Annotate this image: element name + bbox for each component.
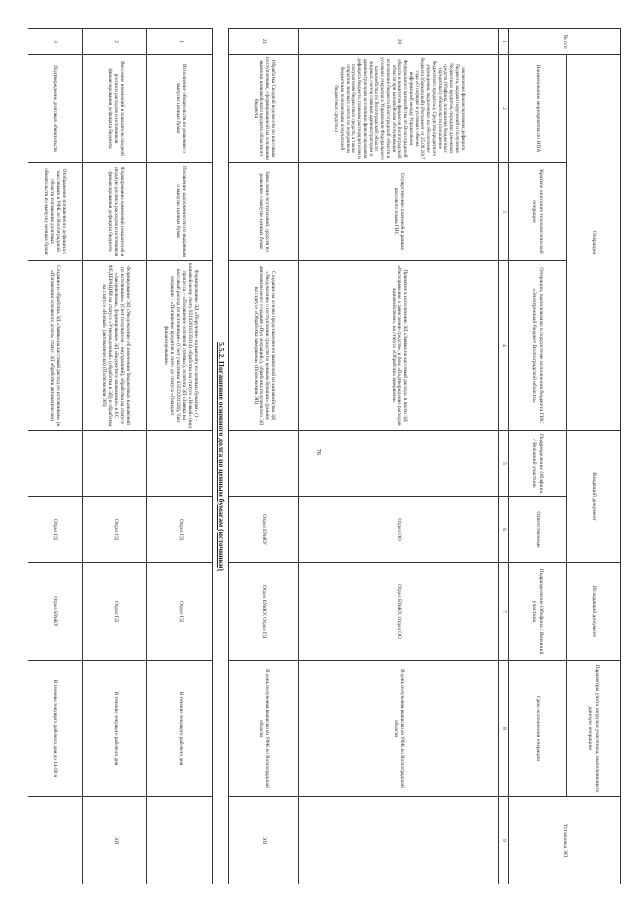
row-setup bbox=[147, 797, 213, 884]
row-desc: Отображение погашенного дефицита с кассовыми в УФК по Волгоградской области погашения долговых обязательств по выпуску ценных бумаг bbox=[28, 163, 83, 261]
table-row bbox=[28, 29, 83, 885]
row-ops: Принятие к исполнению ЭД «Заявка на кассовый расход» в части ЭД «Распоряжение о зачислении средств», в базе «Подтверждение расходов казначейством», на статусе «Обработка завершена» bbox=[299, 261, 499, 431]
row-num: 1 bbox=[147, 29, 213, 55]
document-page bbox=[28, 28, 621, 884]
header-in-resp: Ответственные bbox=[509, 497, 567, 563]
row-setup bbox=[28, 797, 83, 884]
row-ops: Создание на основе представленного выпиской из казначейства ЭД «Уведомление о поступлении средств по ценным бумагам» (режим автоматического создания «Пул операций»), обработка полученного ЭД на статусе «Обработка завершена» (Полномочия ЭП) bbox=[229, 261, 299, 431]
row-out-div: Отдел БУиКУ, Отдел ГД bbox=[229, 563, 299, 661]
header-row-1 bbox=[567, 29, 621, 885]
row-deadline: В день получения выписки из УФК по Волгоградской области bbox=[229, 661, 299, 797]
row-deadline: В течение текущего рабочего дня до 14-00 ч bbox=[28, 661, 83, 797]
row-ops: Формирование ЭД «Поручение на выплату по ценным бумагам» (1 – казначейскому счету 02102810335014) обработка на статусе «Новый» (вид процесса – «Погашение основной суммы»), полнота ЭД «Заявка на кассовый расход по источникам» (Счет участника 03222201326), Тип операции – «Погашение кредитов в счет» до статуса «Ожидает финансирования» bbox=[147, 261, 213, 431]
header-deadline: Срок исполнения операции bbox=[509, 661, 567, 797]
row-in-resp: Отдел БУиКУ bbox=[229, 497, 299, 563]
row-name: заключения финансирования дефицита бюджета, выдачи поручений и получения бюджетных кредитов, передачи денежных средств Облфина, погашения бюджетных (кредитных) обязательств (погашение бюджетного кредита»); Средства кредитного учреждения, выделенные на обеспечение бюджета (банковский) (Регламент от 25.09.2017 года «О порядке и условиях обмена информацией между Управлением Федерального казначейства по Волгоградской области и комитетом финансов Волгоградской области при казначейском обслуживании исполнения бюджета Волгоградской области в условиях открытия в Управлении Федерального казначейства по Волгоградской области лицевых счетов главным администраторам и администраторам источников финансирования дефицита бюджета, главным распорядителям и получателям бюджетных средств, а также открытия лицевых счетов по переданным бюджетным полномочиям получателей бюджетных средств») bbox=[299, 55, 499, 163]
header-input-doc: Входящий документ bbox=[567, 431, 621, 563]
header-out-div: Подразделение Облфина / Внешний участник bbox=[509, 563, 567, 661]
table-row bbox=[83, 29, 147, 885]
row-desc: Формирование изменений показателей в сводную роспись расходов и источников финансирования дефицита бюджета bbox=[83, 163, 147, 261]
column-numbers-row bbox=[499, 29, 509, 885]
rotated-table-wrapper bbox=[28, 28, 621, 884]
col-number: 8 bbox=[499, 661, 509, 797]
table-row bbox=[229, 29, 299, 885]
row-desc: Погашение задолженности по выданным о выпуске ценных бумаг bbox=[147, 163, 213, 261]
row-ops: Формирование ЭД «Уведомление об изменении бюджетных назначений по источникам» (Счет получателя – внутренний), обработка на статусе «Завершенная», формирование ЭД «Бюджетное назначение» в ЕС ФЕДЕРАЦИИ на статусе «Утвержденный» (обработка в ЭД) и обработка на статусе «Новый» (автоматически) (Полномочия ЭП) bbox=[83, 261, 147, 431]
header-params: Параметры учета загрузки участника, выполняющего данную операцию bbox=[567, 661, 621, 797]
col-number: 6 bbox=[499, 497, 509, 563]
row-desc: Осуществление платежей в рамках кассового плана ГИС bbox=[299, 163, 499, 261]
row-num: 2 bbox=[83, 29, 147, 55]
row-in-resp: Отдел ОО bbox=[299, 497, 499, 563]
row-deadline: В день получения выписки из УФК по Волгоградской области bbox=[299, 661, 499, 797]
table-row bbox=[299, 29, 499, 885]
header-in-div: Подразделение Облфина / Внешний участник bbox=[509, 431, 567, 497]
row-desc: Зачисление поступлений, средств по решению о выпуске ценных бумаг bbox=[229, 163, 299, 261]
header-setup: Установка ЭП bbox=[509, 797, 621, 884]
col-number: 7 bbox=[499, 563, 509, 661]
header-desc: Краткое описание технологической операции bbox=[509, 163, 567, 261]
row-in-resp: Отдел ГД bbox=[147, 497, 213, 563]
operations-table bbox=[28, 28, 621, 884]
row-num: 3 bbox=[28, 29, 83, 55]
row-name: Внесение изменений в показатели сводной росписи расходов и источников финансирования дефицита бюджета bbox=[83, 55, 147, 163]
row-out-div: Отдел ГД bbox=[83, 563, 147, 661]
row-out-div: Отдел БУиКУ, Отдел ОО bbox=[299, 563, 499, 661]
row-in-div bbox=[83, 431, 147, 497]
row-setup: ЭП bbox=[83, 797, 147, 884]
row-in-resp: Отдел ГД bbox=[83, 497, 147, 563]
row-deadline: В течение текущего рабочего дня bbox=[147, 661, 213, 797]
section-title-row bbox=[213, 29, 229, 885]
row-out-div: Отдел БУиКУ bbox=[28, 563, 83, 661]
header-row-2 bbox=[509, 29, 567, 885]
row-name: Исполнение обязательств по решению о выпуске ценных бумаг bbox=[147, 55, 213, 163]
row-ops: Создание и обработка ЭД «Заявка на кассовый расход по источникам» (в «Погашении основного долга» статус ЭД обработки автоматически) bbox=[28, 261, 83, 431]
col-number: 5 bbox=[499, 431, 509, 497]
row-in-div bbox=[147, 431, 213, 497]
page-number: 76 bbox=[315, 449, 321, 455]
col-number: 2 bbox=[499, 55, 509, 163]
row-in-div bbox=[229, 431, 299, 497]
col-number: 1 bbox=[499, 29, 509, 55]
header-name: Наименование мероприятия по НПА bbox=[509, 55, 567, 163]
row-num: 21 bbox=[229, 29, 299, 55]
header-operations: Операции bbox=[567, 55, 621, 431]
header-ops: Операции, выполняемые в подсистеме исполнения бюджета ГИС «Электронный бюджет Волгоградской области» bbox=[509, 261, 567, 431]
table-row bbox=[147, 29, 213, 885]
row-name: Обработка Сводной ведомости по кассовым поступлениям, сформированной на основании выписки казначейского кредита областного бюджета bbox=[229, 55, 299, 163]
row-deadline: В течение текущего рабочего дня bbox=[83, 661, 147, 797]
row-in-div bbox=[299, 431, 499, 497]
row-name: Подтверждение долговых обязательств bbox=[28, 55, 83, 163]
row-in-resp: Отдел ГД bbox=[28, 497, 83, 563]
row-num: 20 bbox=[299, 29, 499, 55]
col-number: 9 bbox=[499, 797, 509, 884]
header-num: № п/п bbox=[509, 29, 621, 55]
section-title: 5.5.2. Погашение основного долга по ценным бумагам (источники) bbox=[213, 29, 229, 885]
row-setup: ЭП bbox=[229, 797, 299, 884]
row-in-div bbox=[28, 431, 83, 497]
col-number: 3 bbox=[499, 163, 509, 261]
row-out-div: Отдел ГД bbox=[147, 563, 213, 661]
col-number: 4 bbox=[499, 261, 509, 431]
header-source-doc: Исходящий документ bbox=[567, 563, 621, 661]
row-setup bbox=[299, 797, 499, 884]
